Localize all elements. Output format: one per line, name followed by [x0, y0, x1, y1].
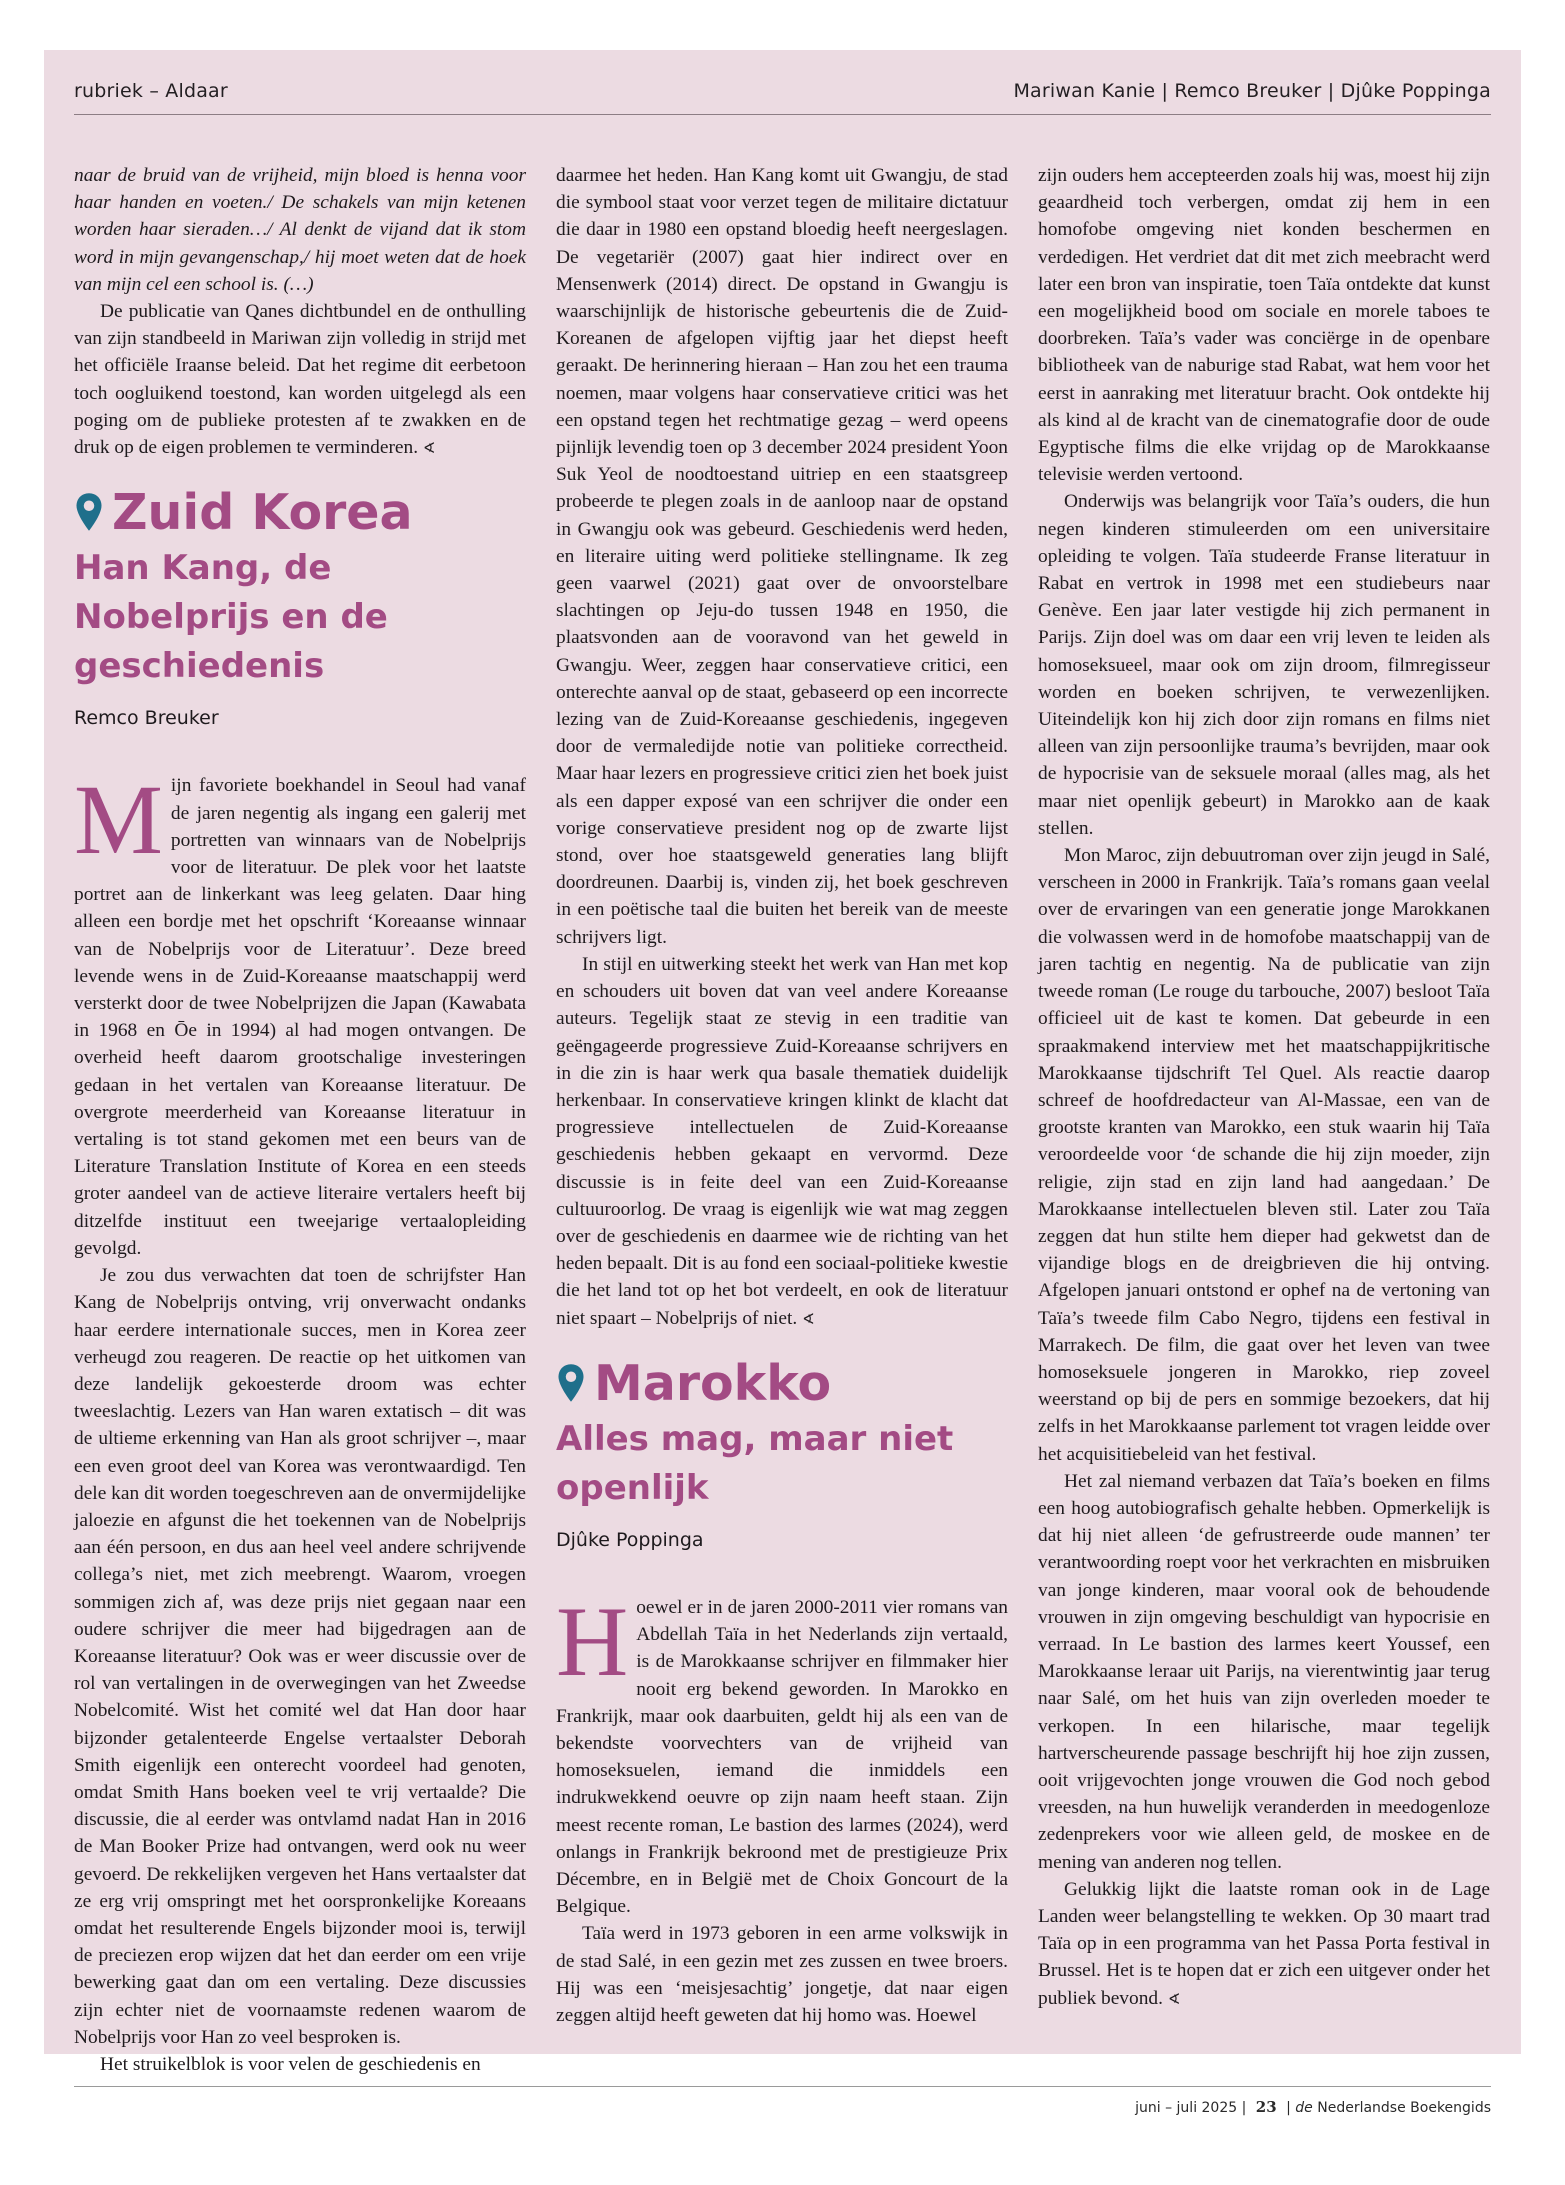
end-mark-icon: ∢ [422, 439, 436, 458]
paragraph: daarmee het heden. Han Kang komt uit Gwangju, de stad die symbool staat voor verzet tegen de militaire dictatuur die daar in 1980 een opstand bloedig heeft neergeslagen. De vegetariër (2007) gaat hier indirect over en Mensenwerk (2014) direct. De opstand in Gwangju is waarschijnlijk de historische gebeurtenis die de Zuid-Koreanen de afgelopen vijftig jaar het diepst heeft geraakt. De herinnering hieraan – Han zou het een trauma noemen, maar volgens haar conservatieve critici was het een opstand tegen het rechtmatige gezag – werd opeens pijnlijk levendig toen op 3 december 2024 president Yoon Suk Yeol de noodtoestand uitriep en een staatsgreep probeerde te plegen zoals in de aanloop naar de opstand in Gwangju ook was gebeurd. Geschiedenis werd heden, en literaire uiting werd politieke stellingname. Ik zeg geen vaarwel (2021) gaat over de onvoorstelbare slachtingen op Jeju-do tussen 1948 en 1950, die plaatsvonden aan de vooravond van het geweld in Gwangju. Weer, zeggen haar conservatieve critici, een onterechte aanval op de staat, gebaseerd op een incorrecte lezing van de Zuid-Koreaanse geschiedenis, ingegeven door de vermaledijde notie van politieke correctheid. Maar haar lezers en progressieve critici zien het boek juist als een dapper exposé van een schrijver die onder een vorige conservatieve president nog op de zwarte lijst stond, over hoe staatsgeweld generaties lang blijft doordreunen. Daarbij is, vinden zij, het boek geschreven in een poëtische taal die buiten het bereik van de meeste schrijvers ligt. [556, 165, 1008, 948]
paragraph: Mijn favoriete boekhandel in Seoul had vanaf de jaren negentig als ingang een galerij met portretten van winnaars van de Nobelprijs voor de literatuur. De plek voor het laatste portret aan de linkerkant was leeg gelaten. Daar hing alleen een bordje met het opschrift ‘Koreaanse winnaar van de Nobelprijs voor de Literatuur’. Deze breed levende wens in de Zuid-Koreaanse maatschappij werd versterkt door de twee Nobelprijzen die Japan (Kawabata in 1968 en Ōe in 1994) al had mogen ontvangen. De overheid heeft daarom grootschalige investeringen gedaan in het vertalen van Koreaanse literatuur. De overgrote meerderheid van Koreaanse literatuur in vertaling is tot stand gekomen met een beurs van de Literature Translation Institute of Korea en een steeds groter aandeel van de actieve literaire vertalers heeft bij ditzelfde instituut een tweejarige vertaalopleiding gevolgd. [74, 764, 526, 1259]
running-header [74, 80, 1491, 114]
column-2 [556, 162, 1008, 2042]
drop-cap: M [74, 764, 163, 876]
footer-rule [74, 2086, 1491, 2087]
header-authors: Mariwan Kanie | Remco Breuker | Djûke Poppinga [1013, 80, 1491, 102]
page-footer [1135, 2098, 1491, 2116]
paragraph: Het struikelblok is voor velen de geschiedenis en [100, 2053, 481, 2075]
paragraph: Het zal niemand verbazen dat Taïa’s boeken en films een hoog autobiografisch gehalte hebben. Opmerkelijk is dat hij niet alleen ‘de gefrustreerde oude mannen’ ter verantwoording roept voor het verkrachten en misbruiken van jonge kinderen, maar vooral ook de behoudende vrouwen in zijn omgeving beschuldigt van hypocrisie en verraad. In Le bastion des larmes keert Youssef, een Marokkaanse leraar uit Parijs, na vierentwintig jaar terug naar Salé, om het huis van zijn overleden moeder te verkopen. In een hilarische, maar tegelijk hartverscheurende passage beschrijft hij hoe zijn zussen, ooit vrijgevochten jonge vrouwen die God noch gebod vreesden, na hun huwelijk veranderden in meedogenloze zedenprekers voor wie alleen geld, de moskee en de mening van anderen nog tellen. [1038, 1470, 1490, 1873]
end-mark-icon: ∢ [1167, 1989, 1181, 2008]
paragraph: Taïa werd in 1973 geboren in een arme volkswijk in de stad Salé, in een gezin met zes zussen en twee broers. Hij was een ‘meisjesachtig’ jongetje, dat naar eigen zeggen altijd heeft geweten dat hij homo was. Hoewel [556, 1923, 1008, 2026]
header-rule [74, 114, 1491, 115]
article-title: Han Kang, de Nobelprijs en de geschiedenis [74, 548, 388, 687]
paragraph: Je zou dus verwachten dat toen de schrijfster Han Kang de Nobelprijs ontving, vrij onverwacht ondanks haar eerdere internationale succes, men in Korea zeer verheugd zou reageren. De reactie op het uitkomen van deze landelijk gekoesterde droom was echter tweeslachtig. Lezers van Han waren extatisch – dit was de ultieme erkenning van Han als groot schrijver –, maar een even groot deel van Korea was verontwaardigd. Ten dele kan dit worden toegeschreven aan de onvermijdelijke jaloezie en afgunst die het toekennen van de Nobelprijs aan één persoon, en dus aan heel veel andere schrijvende collega’s niet, met zich meebrengt. Waarom, vroegen sommigen zich af, was deze prijs niet gegaan naar een oudere schrijver die meer had bijgedragen aan de Koreaanse literatuur? Ook was er weer discussie over de rol van vertalingen in de overwegingen van het Zweedse Nobelcomité. Wist het comité wel dat Han door haar bijzonder getalenteerde Engelse vertaalster Deborah Smith eigenlijk een onterecht voordeel had genoten, omdat Smith Hans boeken veel te vrij vertaalde? Die discussie, die al eerder was ontvlamd nadat Han in 2016 de Man Booker Prize had ontvangen, werd ook nu weer gevoerd. De rekkelijken vergeven het Hans vertaalster dat ze erg vrij omspringt met het oorspronkelijke Koreaans omdat het resulterende Engels bijzonder mooi is, terwijl de preciezen erop wijzen dat het dan eerder om een vrije bewerking gaat dan om een vertaling. Deze discussies zijn echter niet de voornaamste redenen waarom de Nobelprijs voor Han zo veel besproken is. [74, 1265, 526, 2048]
section-heading-marokko: Marokko [556, 1355, 1008, 1413]
article-title: Alles mag, maar niet openlijk [556, 1418, 954, 1508]
map-pin-icon [556, 1363, 586, 1403]
paragraph: In stijl en uitwerking steekt het werk van Han met kop en schouders uit boven dat van veel andere Koreaanse auteurs. Tegelijk staat ze stevig in een traditie van geëngageerde progressieve Zuid-Koreaanse schrijvers en in die zin is haar werk qua basale thematiek duidelijk herkenbaar. In conservatieve kringen klinkt de klacht dat progressieve intellectuelen de Zuid-Koreaanse geschiedenis hebben gekaapt en vervormd. Deze discussie is in feite deel van een Zuid-Koreaanse cultuuroorlog. De vraag is eigenlijk wie wat mag zeggen over de geschiedenis en daarmee wie de richting van het heden bepaalt. Dit is au fond een sociaal-politieke kwestie die het land tot op het bot verdeelt, en ook de literatuur niet spaart – Nobelprijs of niet. ∢ [556, 953, 1008, 1329]
map-pin-icon [74, 492, 104, 532]
end-mark-icon: ∢ [802, 1309, 815, 1328]
paragraph: Hoewel er in de jaren 2000-2011 vier romans van Abdellah Taïa in het Nederlands zijn vertaald, is de Marokkaanse schrijver en filmmaker hier nooit erg bekend geworden. In Marokko en Frankrijk, maar ook daarbuiten, geldt hij als een van de bekendste voorvechters van de vrijheid van homoseksuelen, iemand die inmiddels een indrukwekkend oeuvre op zijn naam heeft staan. Zijn meest recente roman, Le bastion des larmes (2024), werd onlangs in Frankrijk bekroond met de prestigieuze Prix Décembre, en in België met de Choix Goncourt de la Belgique. [556, 1585, 1008, 1918]
magazine-prefix: de [1295, 2100, 1313, 2116]
drop-cap: H [556, 1585, 629, 1697]
article-author: Remco Breuker [74, 707, 219, 730]
paragraph: zijn ouders hem accepteerden zoals hij was, moest hij zijn geaardheid toch verbergen, omdat zij hem in een homofobe omgeving niet konden beschermen en verdedigen. Het verdriet dat dit met zich meebracht werd later een bron van inspiratie, toen Taïa ontdekte dat kunst een mogelijkheid bood om sociale en morele taboes te doorbreken. Taïa’s vader was conciërge in de openbare bibliotheek van de naburige stad Rabat, wat hem voor het eerst in aanraking met literatuur bracht. Ook ontdekte hij als kind al de kracht van de cinematografie door de oude Egyptische films die elke vrijdag op de Marokkaanse televisie werden vertoond. [1038, 165, 1490, 486]
issue-date: juni – juli 2025 [1135, 2100, 1238, 2116]
section-heading-zuid-korea: Zuid Korea [74, 484, 526, 542]
paragraph: De publicatie van Qanes dichtbundel en de onthulling van zijn standbeeld in Mariwan zijn volledig in strijd met het officiële Iraanse beleid. Dat het regime dit eerbetoon toch oogluikend toestond, kan worden uitgelegd als een poging om de publieke protesten af te zwakken en de druk op de eigen problemen te verminderen. ∢ [74, 301, 526, 459]
section-label: rubriek – Aldaar [74, 80, 228, 102]
poem-quote: naar de bruid van de vrijheid, mijn bloed is henna voor haar handen en voeten./ De schakels van mijn ketenen worden haar sieraden…/ Al denkt de vijand dat ik stom word in mijn gevangenschap,/ hij moet weten dat de hoek van mijn cel een school is. (…) [74, 165, 526, 295]
footer-separator: | [1241, 2100, 1247, 2116]
article-author: Djûke Poppinga [556, 1528, 704, 1551]
magazine-name: Nederlandse Boekengids [1317, 2100, 1491, 2116]
footer-separator: | [1286, 2100, 1291, 2116]
page-number: 23 [1255, 2098, 1277, 2116]
paragraph: Gelukkig lijkt die laatste roman ook in de Lage Landen weer belangstelling te wekken. Op 30 maart trad Taïa op in een programma van het Passa Porta festival in Brussel. Het is te hopen dat er zich een uitgever onder het publiek bevond. ∢ [1038, 1878, 1490, 2009]
column-3 [1038, 162, 1490, 2042]
paragraph: Onderwijs was belangrijk voor Taïa’s ouders, die hun negen kinderen stimuleerden om een universitaire opleiding te volgen. Taïa studeerde Franse literatuur in Rabat en vertrok in 1998 met een studiebeurs naar Genève. Een jaar later vestigde hij zich permanent in Parijs. Zijn doel was om daar een vrij leven te leiden als homoseksueel, maar ook om zijn droom, filmregisseur worden en boeken schrijven, te verwezenlijken. Uiteindelijk kon hij zich door zijn romans en films niet alleen van zijn persoonlijke trauma’s bevrijden, maar ook de hypocrisie van de seksuele moraal (alles mag, als het maar niet openlijk gebeurt) in Marokko aan de kaak stellen. [1038, 491, 1490, 839]
column-1 [74, 162, 526, 2075]
paragraph: Mon Maroc, zijn debuutroman over zijn jeugd in Salé, verscheen in 2000 in Frankrijk. Taïa’s romans gaan veelal over de ervaringen van een generatie jonge Marokkanen die volwassen werd in de homofobe maatschappij van de jaren tachtig en negentig. Na de publicatie van zijn tweede roman (Le rouge du tarbouche, 2007) besloot Taïa officieel uit de kast te komen. Dat gebeurde in een spraakmakend interview met het maatschappijkritische Marokkaanse tijdschrift Tel Quel. Als reactie daarop schreef de hoofdredacteur van Al-Massae, een van de grootste kranten van Marokko, een stuk waarin hij Taïa veroordeelde voor ‘de schande die hij zijn moeder, zijn religie, zijn stad en zijn land had aangedaan.’ De Marokkaanse intellectuelen bleven stil. Later zou Taïa zeggen dat hun stilte hem dieper had gekwetst dan de vijandige blogs en de dreigbrieven die hij ontving. Afgelopen januari ontstond er ophef na de vertoning van Taïa’s tweede film Cabo Negro, tijdens een festival in Marrakech. De film, die gaat over het leven van twee homoseksuele jongeren in Marokko, riep zoveel weerstand op bij de pers en sommige bezoekers, dat hij zelfs in het Marokkaanse parlement tot vragen leidde over het acquisitiebeleid van het festival. [1038, 845, 1490, 1465]
